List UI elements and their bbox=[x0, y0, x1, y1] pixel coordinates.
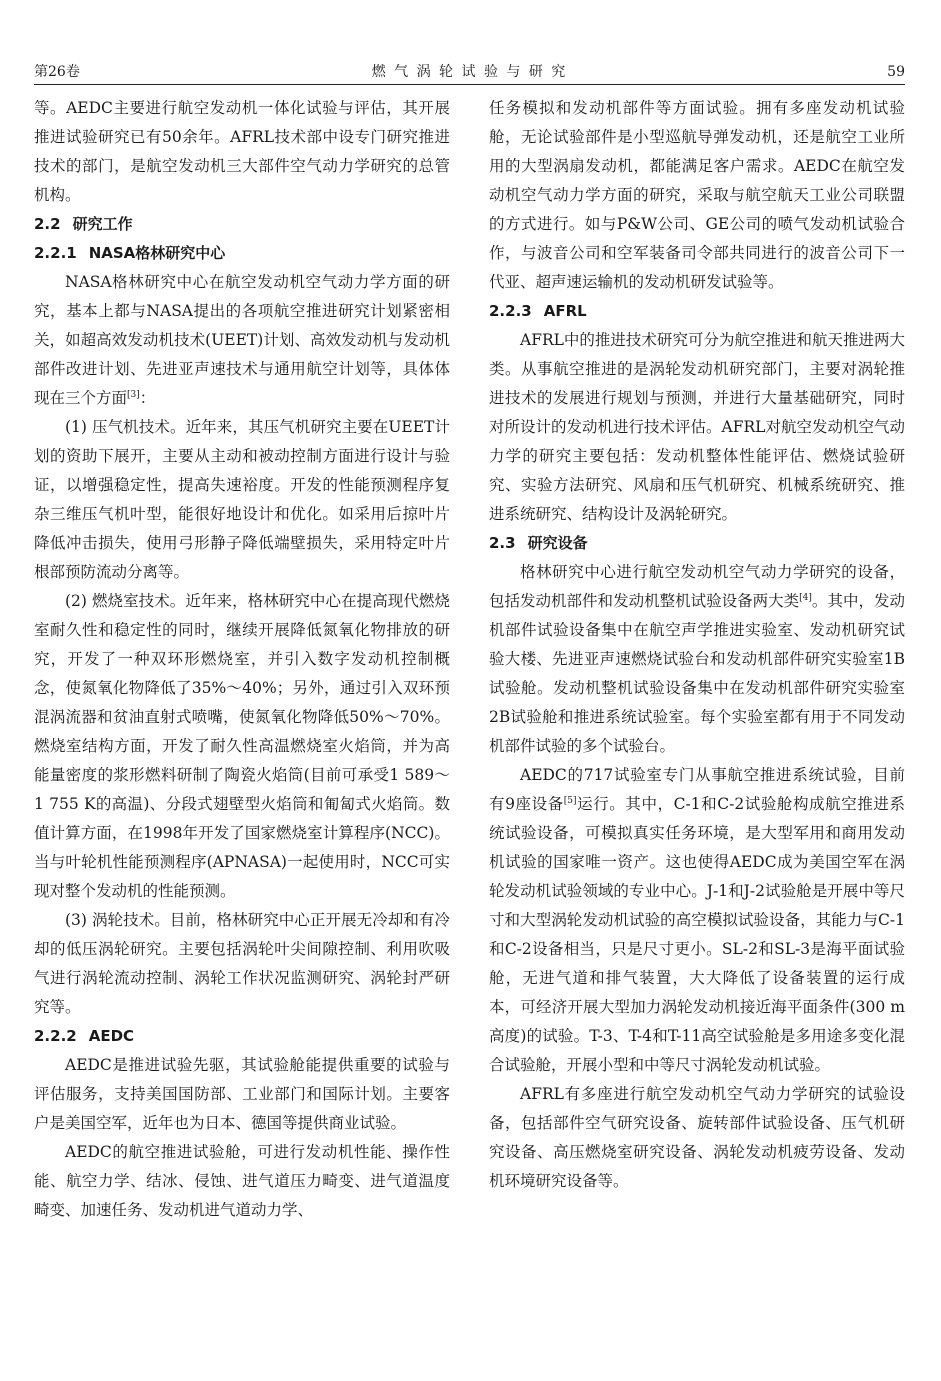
section-title: AEDC bbox=[88, 1027, 135, 1045]
paragraph bbox=[489, 761, 905, 1080]
paragraph: 任务模拟和发动机部件等方面试验。拥有多座发动机试验舱，无论试验部件是小型巡航导弹发动机，还是航空工业所用的大型涡扇发动机，都能满足客户需求。AEDC在航空发动机空气动力学方面的研究，采取与航空航天工业公司联盟的方式进行。如与P&W公司、GE公司的喷气发动机试验合作，与波音公司和空军装备司令部共同进行的波音公司下一代亚、超声速运输机的发动机研发试验等。 bbox=[489, 99, 905, 291]
paragraph: AEDC的航空推进试验舱，可进行发动机性能、操作性能、航空力学、结冰、侵蚀、进气道压力畸变、进气道温度畸变、加速任务、发动机进气道动力学、 bbox=[34, 1143, 450, 1219]
paragraph: (1) 压气机技术。近年来，其压气机研究主要在UEET计划的资助下展开，主要从主动和被动控制方面进行设计与验证，以增强稳定性，提高失速裕度。开发的性能预测程序复杂三维压气机叶型，能很好地设计和优化。如采用后掠叶片降低冲击损失，使用弓形静子降低端壁损失，采用特定叶片根部预防流动分离等。 bbox=[34, 418, 450, 581]
subsection-heading-2-2-1 bbox=[34, 239, 450, 268]
subsection-heading-2-2-3 bbox=[489, 297, 905, 326]
running-header bbox=[34, 62, 905, 85]
paragraph: AEDC是推进试验先驱，其试验舱能提供重要的试验与评估服务，支持美国国防部、工业部门和国际计划。主要客户是美国空军，近年也为日本、德国等提供商业试验。 bbox=[34, 1056, 450, 1132]
subsection-heading-2-2-2 bbox=[34, 1022, 450, 1051]
paragraph-text: ： bbox=[139, 389, 156, 407]
section-title: 研究设备 bbox=[527, 534, 588, 552]
citation-ref: [4] bbox=[799, 592, 812, 603]
page-number: 59 bbox=[887, 64, 905, 80]
section-number: 2.2.1 bbox=[34, 244, 77, 262]
paragraph bbox=[489, 558, 905, 761]
paragraph bbox=[34, 268, 450, 413]
section-heading-2-2 bbox=[34, 210, 450, 239]
section-number: 2.3 bbox=[489, 534, 516, 552]
paragraph-text: 运行。其中，C-1和C-2试验舱构成航空推进系统试验设备，可模拟真实任务环境，是大型军用和商用发动机试验的国家唯一资产。这也使得AEDC成为美国空军在涡轮发动机试验领域的专业中心。J-1和J-2试验舱是开展中等尺寸和大型涡轮发动机试验的高空模拟试验设备，其能力与C-1和C-2设备相当，只是尺寸更小。SL-2和SL-3是海平面试验舱，无进气道和排气装置，大大降低了设备装置的运行成本，可经济开展大型加力涡轮发动机接近海平面条件(300 m高度)的试验。T-3、T-4和T-11高空试验舱是多用途多变化混合试验舱，开展小型和中等尺寸涡轮发动机试验。 bbox=[489, 795, 905, 1074]
left-column bbox=[34, 94, 450, 1225]
volume-label: 第26卷 bbox=[34, 64, 80, 80]
paragraph: (2) 燃烧室技术。近年来，格林研究中心在提高现代燃烧室耐久性和稳定性的同时，继续开展降低氮氧化物排放的研究，开发了一种双环形燃烧室，并引入数字发动机控制概念，使氮氧化物降低了35%～40%；另外，通过引入双环预混涡流器和贫油直射式喷嘴，使氮氧化物降低50%～70%。燃烧室结构方面，开发了耐久性高温燃烧室火焰筒，并为高能量密度的浆形燃料研制了陶瓷火焰筒(目前可承受1 589～1 755 K的高温)、分段式翅壁型火焰筒和匍匐式火焰筒。数值计算方面，在1998年开发了国家燃烧室计算程序(NCC)。当与叶轮机性能预测程序(APNASA)一起使用时，NCC可实现对整个发动机的性能预测。 bbox=[34, 592, 450, 900]
right-column bbox=[489, 94, 905, 1196]
journal-title: 燃 气 涡 轮 试 验 与 研 究 bbox=[371, 64, 568, 80]
section-heading-2-3 bbox=[489, 529, 905, 558]
citation-ref: [5] bbox=[563, 795, 577, 806]
section-title: 研究工作 bbox=[72, 215, 133, 233]
section-number: 2.2 bbox=[34, 215, 61, 233]
section-number: 2.2.3 bbox=[489, 302, 532, 320]
paragraph: (3) 涡轮技术。目前，格林研究中心正开展无冷却和有冷却的低压涡轮研究。主要包括涡轮叶尖间隙控制、利用吹吸气进行涡轮流动控制、涡轮工作状况监测研究、涡轮封严研究等。 bbox=[34, 911, 450, 1016]
paragraph: AFRL有多座进行航空发动机空气动力学研究的试验设备，包括部件空气研究设备、旋转部件试验设备、压气机研究设备、高压燃烧室研究设备、涡轮发动机疲劳设备、发动机环境研究设备等。 bbox=[489, 1085, 905, 1190]
section-title: AFRL bbox=[543, 302, 587, 320]
paragraph: 等。AEDC主要进行航空发动机一体化试验与评估，其开展推进试验研究已有50余年。AFRL技术部中设专门研究推进技术的部门，是航空发动机三大部件空气动力学研究的总管机构。 bbox=[34, 99, 450, 204]
paragraph-text: 格林研究中心进行航空发动机空气动力学研究的设备，包括发动机部件和发动机整机试验设备两大类 bbox=[489, 563, 905, 610]
paragraph: AFRL中的推进技术研究可分为航空推进和航天推进两大类。从事航空推进的是涡轮发动机研究部门，主要对涡轮推进技术的发展进行规划与预测，并进行大量基础研究，同时对所设计的发动机进行技术评估。AFRL对航空发动机空气动力学的研究主要包括：发动机整体性能评估、燃烧试验研究、实验方法研究、风扇和压气机研究、机械系统研究、推进系统研究、结构设计及涡轮研究。 bbox=[489, 331, 905, 523]
paragraph-text: AEDC的717试验室专门从事航空推进系统试验，目前有9座设备 bbox=[489, 766, 905, 813]
section-title: NASA格林研究中心 bbox=[88, 244, 226, 262]
citation-ref: [3] bbox=[127, 389, 140, 400]
paragraph-text: 。其中，发动机部件试验设备集中在航空声学推进实验室、发动机研究试验大楼、先进亚声速燃烧试验台和发动机部件研究实验室1B试验舱。发动机整机试验设备集中在发动机部件研究实验室2B试验舱和推进系统试验室。每个实验室都有用于不同发动机部件试验的多个试验台。 bbox=[489, 592, 905, 755]
paragraph-text: NASA格林研究中心在航空发动机空气动力学方面的研究，基本上都与NASA提出的各项航空推进研究计划紧密相关，如超高效发动机技术(UEET)计划、高效发动机与发动机部件改进计划、先进亚声速技术与通用航空计划等，具体体现在三个方面 bbox=[34, 273, 450, 407]
section-number: 2.2.2 bbox=[34, 1027, 77, 1045]
